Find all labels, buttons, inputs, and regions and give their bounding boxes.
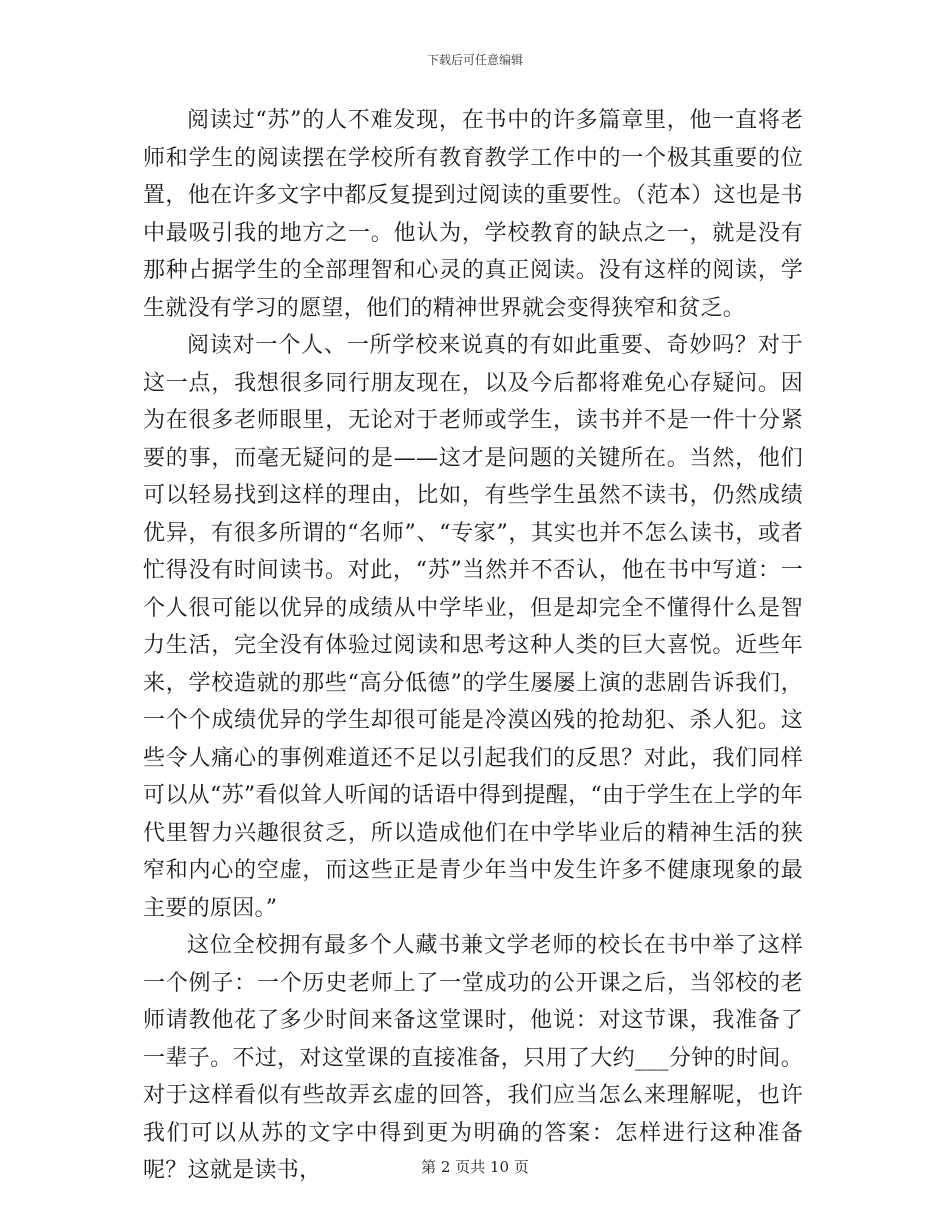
document-body	[143, 102, 803, 1190]
paragraph-2: 阅读对一个人、一所学校来说真的有如此重要、奇妙吗？对于这一点，我想很多同行朋友现在，以及今后都将难免心存疑问。因为在很多老师眼里，无论对于老师或学生，读书并不是一件十分紧要的事，而毫无疑问的是——这才是问题的关键所在。当然，他们可以轻易找到这样的理由，比如，有些学生虽然不读书，仍然成绩优异，有很多所谓的“名师”、“专家”，其实也并不怎么读书，或者忙得没有时间读书。对此，“苏”当然并不否认，他在书中写道：一个人很可能以优异的成绩从中学毕业，但是却完全不懂得什么是智力生活，完全没有体验过阅读和思考这种人类的巨大喜悦。近些年来，学校造就的那些“高分低德”的学生屡屡上演的悲剧告诉我们，一个个成绩优异的学生却很可能是冷漠凶残的抢劫犯、杀人犯。这些令人痛心的事例难道还不足以引起我们的反思？对此，我们同样可以从“苏”看似耸人听闻的话语中得到提醒，“由于学生在上学的年代里智力兴趣很贫乏，所以造成他们在中学毕业后的精神生活的狭窄和内心的空虚，而这些正是青少年当中发生许多不健康现象的最主要的原因。”	[143, 333, 803, 921]
paragraph-3: 这位全校拥有最多个人藏书兼文学老师的校长在书中举了这样一个例子：一个历史老师上了一堂成功的公开课之后，当邻校的老师请教他花了多少时间来备这堂课时，他说：对这节课，我准备了一辈子。不过，对这堂课的直接准备，只用了大约___分钟的时间。对于这样看似有些故弄玄虚的回答，我们应当怎么来理解呢，也许我们可以从苏的文字中得到更为明确的答案：怎样进行这种准备呢？这就是读书，	[143, 933, 803, 1183]
page-footer: 第 2 页共 10 页	[421, 1158, 529, 1176]
paragraph-1: 阅读过“苏”的人不难发现，在书中的许多篇章里，他一直将老师和学生的阅读摆在学校所有教育教学工作中的一个极其重要的位置，他在许多文字中都反复提到过阅读的重要性。（范本）这也是书中最吸引我的地方之一。他认为，学校教育的缺点之一，就是没有那种占据学生的全部理智和心灵的真正阅读。没有这样的阅读，学生就没有学习的愿望，他们的精神世界就会变得狭窄和贫乏。	[143, 108, 803, 321]
page-header: 下载后可任意编辑	[426, 53, 523, 67]
